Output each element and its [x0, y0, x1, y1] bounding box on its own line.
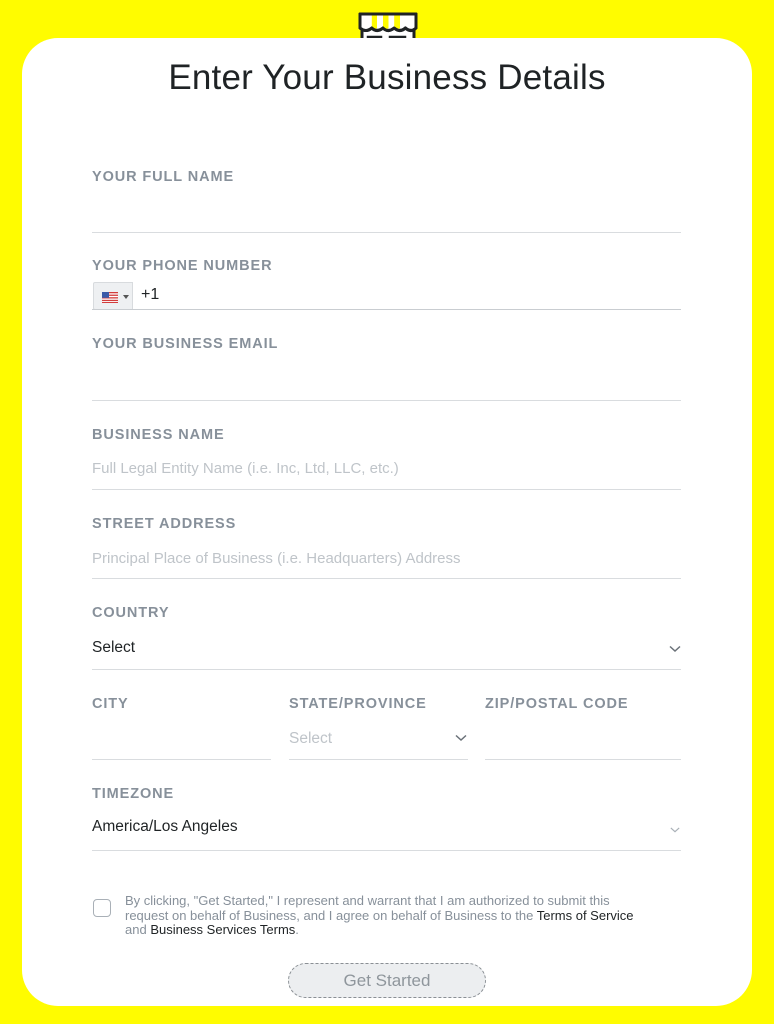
state-underline [289, 759, 468, 760]
chevron-down-icon [669, 645, 681, 653]
country-select[interactable]: Select [92, 639, 136, 656]
full-name-input[interactable] [92, 200, 681, 228]
street-address-input[interactable]: Principal Place of Business (i.e. Headquarters) Address [92, 550, 461, 567]
city-input[interactable] [92, 728, 271, 756]
consent-text-body: By clicking, "Get Started," I represent and warrant that I am authorized to submit this request on behalf of Business, and I agree on behalf of Business to the [125, 893, 610, 923]
phone-label: YOUR PHONE NUMBER [92, 258, 273, 274]
street-address-label: STREET ADDRESS [92, 516, 237, 532]
business-name-underline [92, 489, 681, 490]
consent-checkbox[interactable] [93, 899, 111, 917]
country-code-dropdown[interactable] [93, 282, 133, 310]
email-label: YOUR BUSINESS EMAIL [92, 336, 279, 352]
zip-label: ZIP/POSTAL CODE [485, 696, 629, 712]
phone-underline [92, 309, 681, 310]
consent-text [125, 894, 655, 938]
country-label: COUNTRY [92, 605, 170, 621]
street-address-underline [92, 578, 681, 579]
page-title: Enter Your Business Details [168, 58, 606, 97]
timezone-label: TIMEZONE [92, 786, 175, 802]
consent-and: and [125, 922, 151, 937]
city-label: CITY [92, 696, 129, 712]
full-name-label: YOUR FULL NAME [92, 169, 235, 185]
consent-period: . [295, 922, 299, 937]
timezone-select[interactable]: America/Los Angeles [92, 818, 238, 835]
state-label: STATE/PROVINCE [289, 696, 427, 712]
business-name-label: BUSINESS NAME [92, 427, 225, 443]
country-underline [92, 669, 681, 670]
email-input[interactable] [92, 368, 681, 396]
business-services-terms-link[interactable]: Business Services Terms [150, 922, 296, 937]
phone-input[interactable]: +1 [141, 286, 160, 303]
zip-underline [485, 759, 681, 760]
get-started-button[interactable]: Get Started [288, 963, 486, 998]
chevron-down-icon [670, 826, 680, 834]
chevron-down-icon [123, 295, 129, 299]
zip-input[interactable] [485, 728, 681, 756]
chevron-down-icon [455, 734, 467, 742]
business-name-input[interactable]: Full Legal Entity Name (i.e. Inc, Ltd, LLC, etc.) [92, 460, 399, 477]
terms-of-service-link[interactable]: Terms of Service [536, 907, 634, 923]
timezone-underline [92, 850, 681, 851]
email-underline [92, 400, 681, 401]
full-name-underline [92, 232, 681, 233]
state-select[interactable]: Select [289, 730, 333, 747]
city-underline [92, 759, 271, 760]
us-flag-icon [102, 292, 118, 303]
